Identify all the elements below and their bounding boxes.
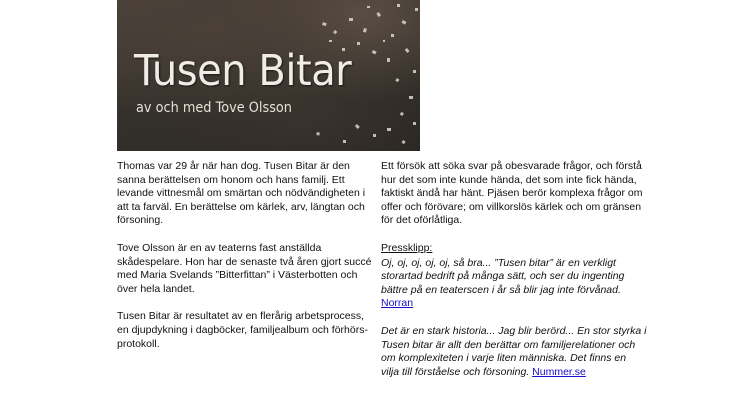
right-column [381, 160, 647, 393]
press-label: Pressklipp: [381, 241, 433, 254]
hero-subtitle: av och med Tove Olsson [136, 100, 292, 116]
press-quote-2 [381, 325, 647, 379]
paragraph-process: Tusen Bitar är resultatet av en flerårig arbetsprocess, en djupdykning i dagböcker, familjealbum och förhörs-protokoll. [117, 310, 368, 350]
press-quote-text: Det är en stark historia... Jag blir berörd... En stor styrka i Tusen bitar är allt den berättar om familjerelationer och om komplexiteten i varje liten människa. Det finns en vilja till förståelse och försoning. [381, 324, 647, 378]
press-quote-1 [381, 257, 647, 311]
paragraph-summary: Thomas var 29 år när han dog. Tusen Bitar är den sanna berättelsen om honom och hans familj. Ett levande vittnesmål om smärtan och nödvändigheten i att ta farväl. En berättelse om kärlek, arv, längtan och försoning. [117, 160, 366, 227]
source-link-nummer[interactable]: Nummer.se [532, 365, 586, 378]
hero-banner [117, 0, 420, 151]
paragraph-intro: Ett försök att söka svar på obesvarade frågor, och förstå hur det som inte kunde hända, det som inte fick hända, faktiskt ändå har hänt. Pjäsen berör komplexa frågor om offer och förövare; om villkorslös kärlek och om gränsen för det oförlåtliga. [381, 160, 643, 227]
press-quote-text: Oj, oj, oj, oj, oj, så bra... ”Tusen bitar” är en verkligt storartad bedrift på många sätt, och ser du ingenting bättre på en teaterscen i år så blir jag inte förvånad. [381, 256, 625, 296]
hero-title: Tusen Bitar [134, 46, 352, 96]
source-link-norran[interactable]: Norran [381, 297, 414, 310]
left-column [117, 160, 373, 365]
paragraph-actor: Tove Olsson är en av teaterns fast anställda skådespelare. Hon har de senaste två åren gjort succé med Maria Svelands ”Bitterfittan” i Västerbotten och över hela landet. [117, 241, 372, 295]
press-section [381, 242, 647, 379]
